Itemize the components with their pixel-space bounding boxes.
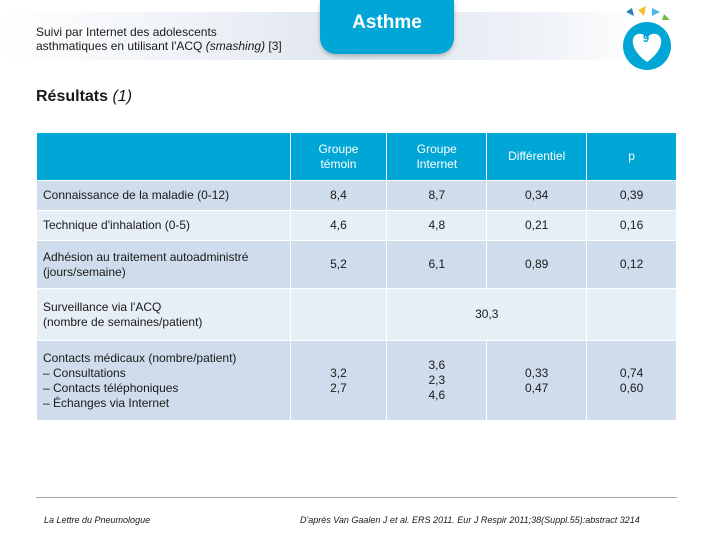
subtitle-line-1: Suivi par Internet des adolescents — [36, 25, 217, 39]
table-cell: 5,2 — [290, 241, 387, 289]
cell-line: 3,2 — [330, 365, 347, 380]
header-cell — [290, 133, 387, 181]
table-cell: 0,39 — [587, 181, 677, 211]
header-text: Différentiel — [508, 149, 566, 163]
header-text: Internet — [416, 156, 458, 171]
cell-line: 0,33 — [525, 365, 549, 380]
table-cell — [290, 289, 387, 341]
row-label-line: (nombre de semaines/patient) — [43, 314, 203, 329]
header-text: Groupe — [416, 141, 457, 156]
table-row — [37, 241, 677, 289]
table-cell: 0,21 — [487, 211, 587, 241]
page-number: 9 — [642, 33, 650, 45]
table-header-row — [37, 133, 677, 181]
table-cell — [587, 289, 677, 341]
cell-line: 4,6 — [428, 388, 446, 402]
row-label-line: (jours/semaine) — [43, 264, 126, 279]
table-cell — [387, 341, 487, 421]
slide-subtitle — [36, 25, 326, 53]
table-row — [37, 181, 677, 211]
row-label-line: Adhésion au traitement autoadministré — [43, 249, 249, 264]
cell-line: 3,6 — [428, 358, 446, 372]
cell-line: 2,7 — [330, 380, 347, 395]
table-cell: 6,1 — [387, 241, 487, 289]
results-table — [36, 132, 677, 421]
table-cell: 0,16 — [587, 211, 677, 241]
header-text: témoin — [320, 156, 357, 171]
merged-cell: 30,3 — [387, 289, 587, 341]
row-label-line: Surveillance via l'ACQ — [43, 299, 162, 314]
cell-line: 0,47 — [525, 380, 549, 395]
section-title-suffix: (1) — [112, 88, 133, 105]
footer-journal: La Lettre du Pneumologue — [44, 515, 151, 525]
cell-line: 0,60 — [619, 380, 644, 395]
table-row — [37, 289, 677, 341]
row-label — [37, 289, 291, 341]
header-cell — [487, 133, 587, 181]
table-cell: 8,7 — [387, 181, 487, 211]
table-cell: 4,8 — [387, 211, 487, 241]
table-cell: 8,4 — [290, 181, 387, 211]
row-label — [37, 341, 291, 421]
row-label: Technique d'inhalation (0-5) — [37, 211, 291, 241]
header-text: Groupe — [318, 141, 359, 156]
header-cell — [387, 133, 487, 181]
table-row — [37, 211, 677, 241]
row-label-line: – Consultations — [43, 365, 126, 380]
footer-reference: D'après Van Gaalen J et al. ERS 2011. Eur J Respir 2011;38(Suppl.55):abstract 3214 — [300, 515, 640, 525]
table-cell: 0,89 — [487, 241, 587, 289]
table-cell — [487, 341, 587, 421]
subtitle-line-2: asthmatiques en utilisant l'ACQ — [36, 39, 206, 53]
row-label — [37, 241, 291, 289]
title-tab — [320, 0, 454, 54]
section-title — [36, 88, 132, 106]
header-corner-cell — [37, 133, 291, 181]
row-label-line: – Contacts téléphoniques — [43, 380, 179, 395]
slide-title: Asthme — [352, 12, 422, 33]
row-label-line: Contacts médicaux (nombre/patient) — [43, 350, 237, 365]
header-cell — [587, 133, 677, 181]
row-label-line: – Échanges via Internet — [43, 395, 170, 410]
cell-line: 0,74 — [619, 365, 644, 380]
header-bar — [0, 0, 720, 72]
table-row — [37, 341, 677, 421]
subtitle-italic: (smashing) — [205, 39, 266, 53]
table-cell: 0,34 — [487, 181, 587, 211]
cell-line: 2,3 — [428, 373, 446, 387]
table-cell: 0,12 — [587, 241, 677, 289]
subtitle-reference: [3] — [265, 39, 282, 53]
footer-divider — [36, 497, 677, 498]
section-title-text: Résultats — [36, 88, 109, 105]
table-cell — [587, 341, 677, 421]
header-text: p — [628, 149, 635, 163]
row-label: Connaissance de la maladie (0-12) — [37, 181, 291, 211]
table-cell — [290, 341, 387, 421]
table-cell: 4,6 — [290, 211, 387, 241]
